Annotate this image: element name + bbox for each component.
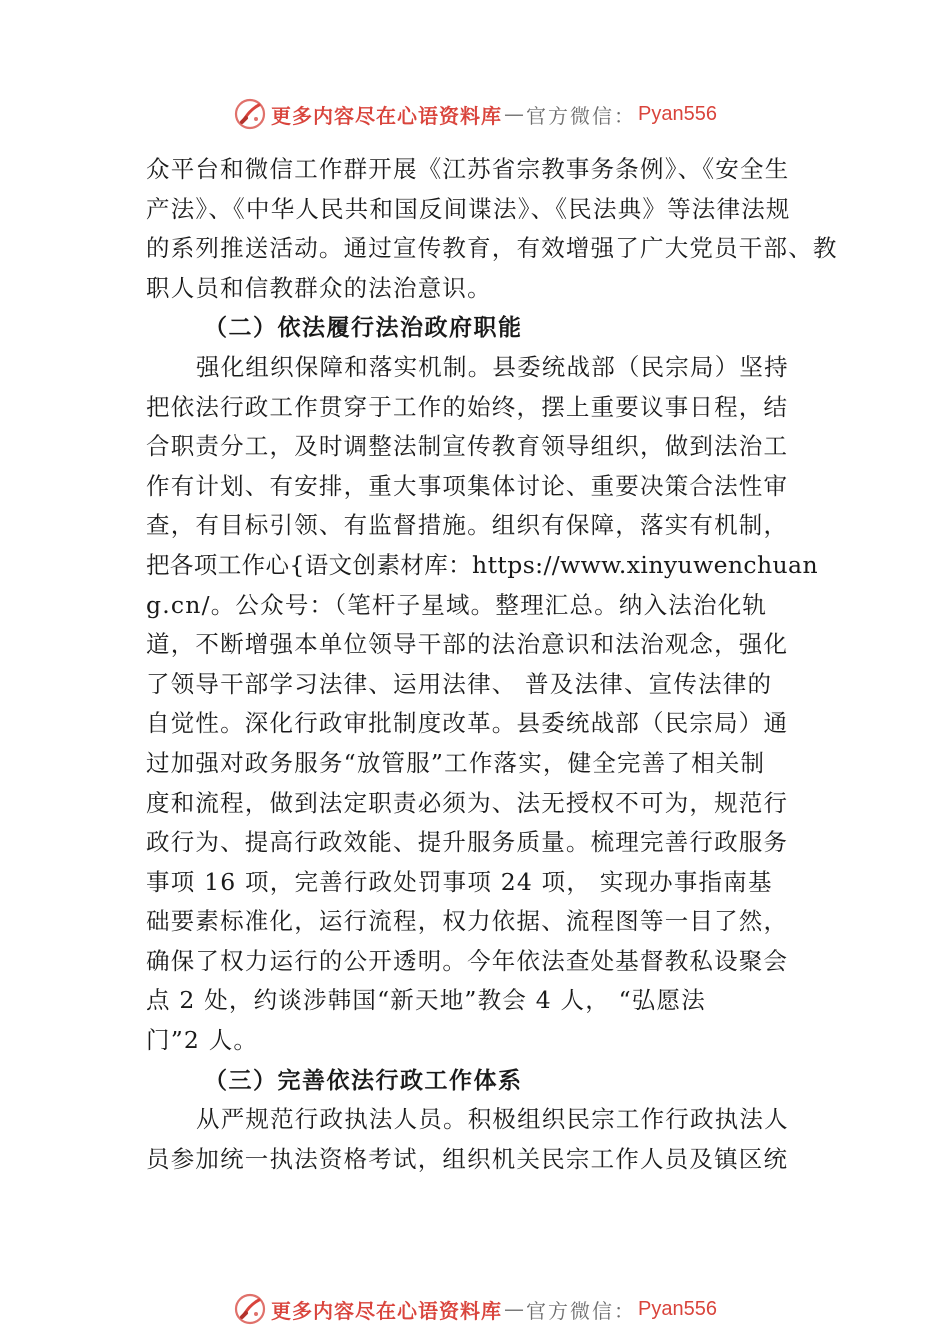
text-line: 度和流程，做到法定职责必须为、法无授权不可为，规范行 [146,788,789,817]
text-line: 的系列推送活动。通过宣传教育，有效增强了广大党员干部、教 [146,234,838,263]
brush-logo-icon [233,97,267,131]
banner-separator: — [504,102,525,126]
text-line: 自觉性。深化行政审批制度改革。县委统战部（民宗局）通 [146,709,789,738]
text-line: 础要素标准化，运行流程，权力依据、流程图等一目了然， [146,907,789,936]
brush-logo-icon [233,1292,267,1326]
text-line: 确保了权力运行的公开透明。今年依法查处基督教私设聚会 [146,946,789,975]
wechat-id: Pyan556 [638,1297,717,1320]
official-wechat-label: 官方微信： [526,1298,637,1323]
text-line: 把依法行政工作贯穿于工作的始终，摆上重要议事日程，结 [146,392,789,421]
text-line: 查，有目标引领、有监督措施。组织有保障，落实有机制， [146,511,789,540]
text-line: 员参加统一执法资格考试，组织机关民宗工作人员及镇区统 [146,1144,789,1173]
text-line: 事项 16 项，完善行政处罚事项 24 项， 实现办事指南基 [146,867,773,896]
promo-text: 更多内容尽在心语资料库 [271,103,503,128]
text-line: g.cn/。公众号：（笔杆子星域。整理汇总。纳入法治化轨 [146,590,768,619]
text-line: 了领导干部学习法律、运用法律、 普及法律、宣传法律的 [146,669,773,698]
paragraph-start: 强化组织保障和落实机制。县委统战部（民宗局）坚持 [196,352,789,381]
banner-separator: — [504,1297,525,1321]
text-line: 门”2 人。 [146,1026,259,1055]
text-line: 作有计划、有安排，重大事项集体讨论、重要决策合法性审 [146,471,789,500]
official-wechat-label: 官方微信： [526,103,637,128]
header-banner [0,94,950,134]
text-line: 政行为、提高行政效能、提升服务质量。梳理完善行政服务 [146,828,789,857]
section-heading: （二）依法履行法治政府职能 [204,314,523,342]
paragraph-start: 从严规范行政执法人员。积极组织民宗工作行政执法人 [196,1105,789,1134]
wechat-id: Pyan556 [638,102,717,125]
text-line: 过加强对政务服务“放管服”工作落实，健全完善了相关制 [146,748,766,777]
text-line: 点 2 处，约谈涉韩国“新天地”教会 4 人， “弘愿法 [146,986,706,1015]
document-body [146,150,838,1179]
text-line: 职人员和信教群众的法治意识。 [146,273,492,302]
text-line: 众平台和微信工作群开展《江苏省宗教事务条例》、《安全生 [146,155,790,183]
promo-text: 更多内容尽在心语资料库 [271,1298,503,1323]
section-heading: （三）完善依法行政工作体系 [204,1066,523,1094]
text-line: 合职责分工，及时调整法制宣传教育领导组织，做到法治工 [146,432,789,461]
footer-banner [0,1289,950,1329]
text-line: 产法》、《中华人民共和国反间谍法》、《民法典》等法律法规 [146,194,791,223]
text-line: 道，不断增强本单位领导干部的法治意识和法治观念，强化 [146,630,789,659]
text-line: 把各项工作心{语文创素材库：https://www.xinyuwenchuan [146,550,819,579]
